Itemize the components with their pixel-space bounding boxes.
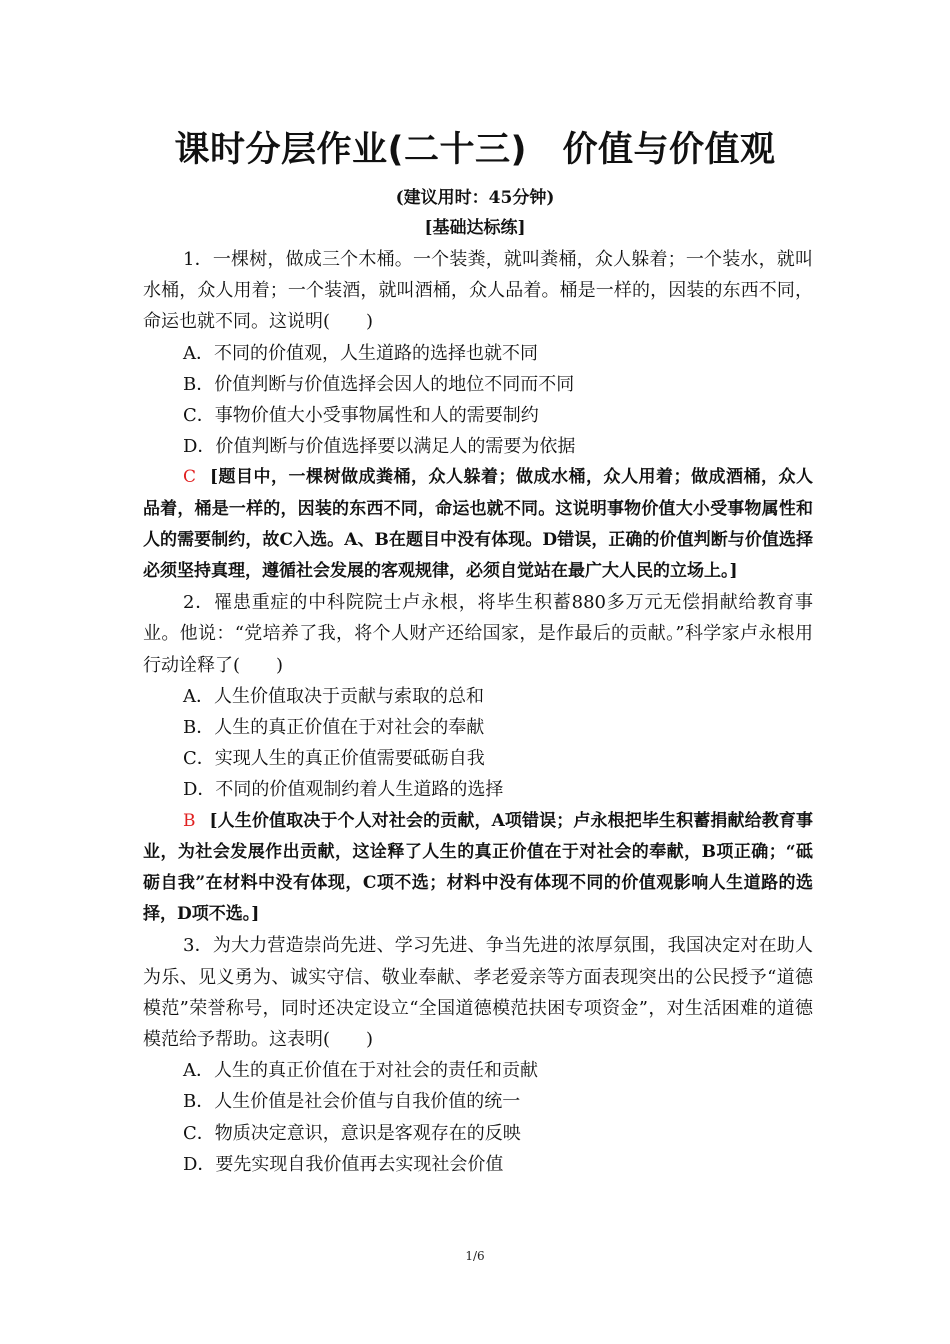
option-d: D．要先实现自我价值再去实现社会价值 <box>183 1153 504 1175</box>
option-a: A．人生的真正价值在于对社会的责任和贡献 <box>183 1060 538 1082</box>
answer-explanation <box>143 462 813 587</box>
answer-key: B <box>183 810 196 831</box>
option-d: D．不同的价值观制约着人生道路的选择 <box>183 779 504 801</box>
question-stem: 2．罹患重症的中科院院士卢永根，将毕生积蓄880多万元无偿捐献给教育事业。他说：“党培养了我，将个人财产还给国家，是作最后的贡献。”科学家卢永根用行动诠释了( ) <box>143 592 813 676</box>
option-a: A．不同的价值观，人生道路的选择也就不同 <box>183 342 538 364</box>
question-stem: 3．为大力营造崇尚先进、学习先进、争当先进的浓厚氛围，我国决定对在助人为乐、见义勇为、诚实守信、敬业奉献、孝老爱亲等方面表现突出的公民授予“道德模范”荣誉称号，同时还决定设立“全国道德模范扶困专项资金”，对生活困难的道德模范给予帮助。这表明( ) <box>143 935 813 1051</box>
section-heading: [基础达标练] <box>424 218 526 238</box>
explanation-text: [题目中，一棵树做成粪桶，众人躲着；做成水桶，众人用着；做成酒桶，众人品着，桶是一样的，因装的东西不同，命运也就不同。这说明事物价值大小受事物属性和人的需要制约，故C入选。A、B在题目中没有体现。D错误，正确的价值判断与价值选择必须坚持真理，遵循社会发展的客观规律，必须自觉站在最广大人民的立场上。] <box>143 467 813 582</box>
suggested-time: (建议用时：45分钟) <box>395 188 555 208</box>
option-c: C．物质决定意识，意识是客观存在的反映 <box>183 1122 521 1144</box>
explanation-text: [人生价值取决于个人对社会的贡献，A项错误；卢永根把毕生积蓄捐献给教育事业，为社会发展作出贡献，这诠释了人生的真正价值在于对社会的奉献，B项正确；“砥砺自我”在材料中没有体现，C项不选；材料中没有体现不同的价值观影响人生道路的选择，D项不选。] <box>143 810 813 925</box>
option-b: B．价值判断与价值选择会因人的地位不同而不同 <box>183 373 575 395</box>
document-title: 课时分层作业(二十三) 价值与价值观 <box>174 130 776 170</box>
option-d: D．价值判断与价值选择要以满足人的需要为依据 <box>183 436 576 458</box>
answer-key: C <box>183 467 197 488</box>
option-c: C．实现人生的真正价值需要砥砺自我 <box>183 748 485 770</box>
page-number: 1/6 <box>465 1249 485 1263</box>
option-b: B．人生价值是社会价值与自我价值的统一 <box>183 1091 521 1113</box>
question-list <box>143 244 813 1180</box>
option-a: A．人生价值取决于贡献与索取的总和 <box>183 685 484 707</box>
question-stem: 1．一棵树，做成三个木桶。一个装粪，就叫粪桶，众人躲着；一个装水，就叫水桶，众人用着；一个装酒，就叫酒桶，众人品着。桶是一样的，因装的东西不同，命运也就不同。这说明( ) <box>143 249 813 333</box>
answer-explanation <box>143 806 813 931</box>
option-b: B．人生的真正价值在于对社会的奉献 <box>183 717 485 739</box>
option-c: C．事物价值大小受事物属性和人的需要制约 <box>183 405 539 427</box>
